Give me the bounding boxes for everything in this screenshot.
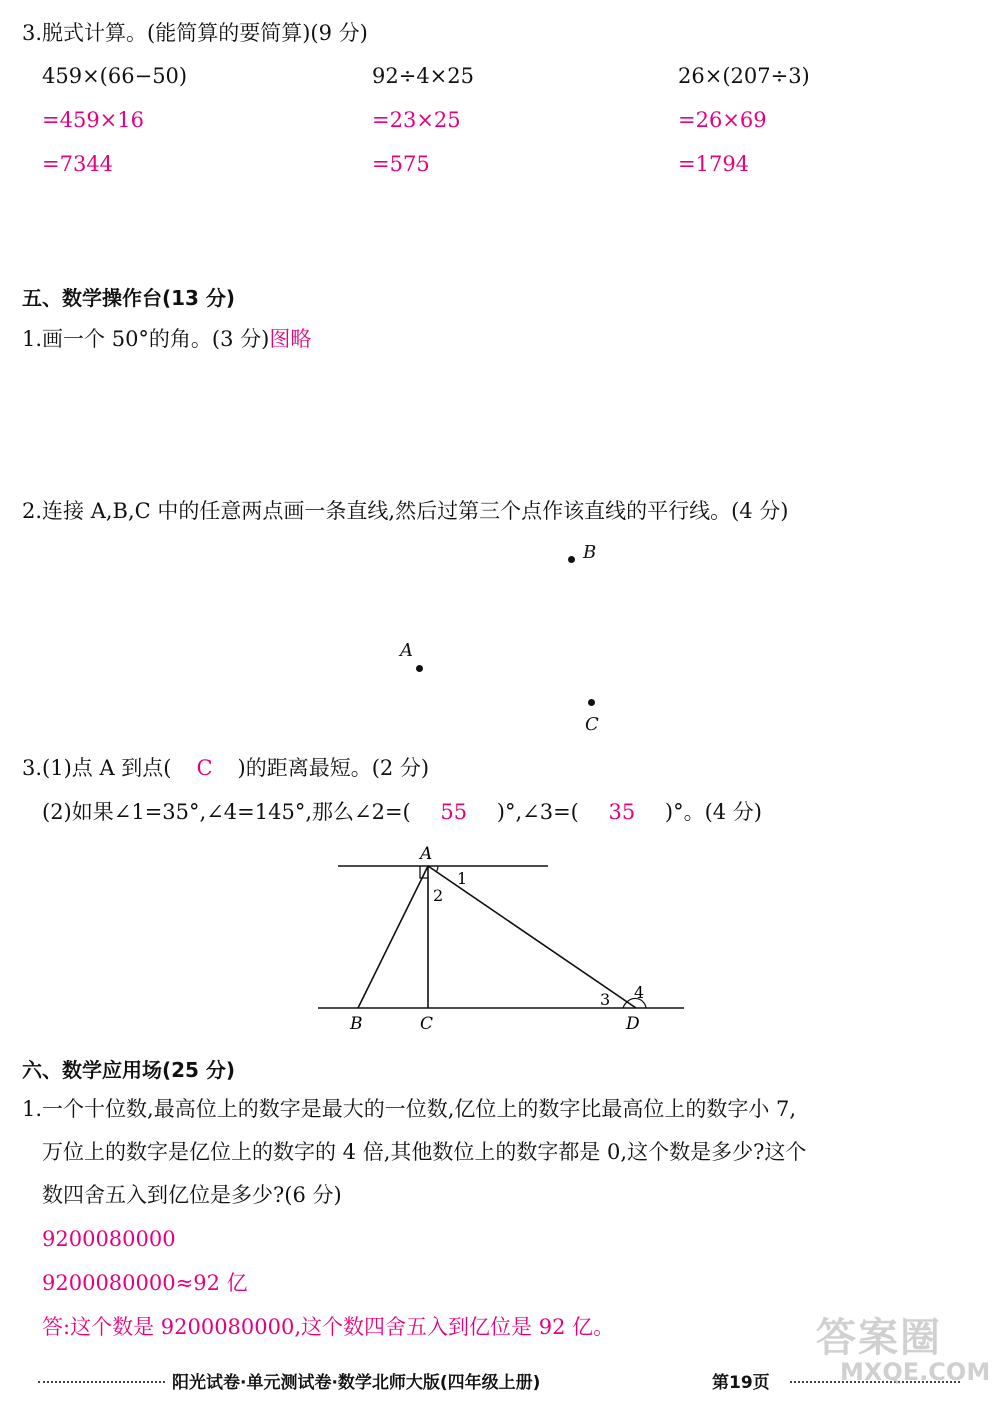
point-b-dot [568, 556, 575, 563]
point-a-label: A [400, 640, 413, 661]
q3-p1-suffix: )的距离最短。(2 分) [237, 756, 430, 780]
calc-expr-3: 26×(207÷3) [678, 64, 810, 88]
section6-heading: 六、数学应用场(25 分) [22, 1058, 236, 1082]
fig-label-a: A [420, 844, 433, 864]
q3-p2-suffix: )°。(4 分) [664, 800, 763, 824]
fig-label-4: 4 [634, 983, 645, 1002]
q3-p2-answer1: 55 [440, 800, 468, 824]
fig-label-1: 1 [457, 869, 468, 888]
segment-ab [358, 866, 428, 1008]
calc-step2-1: =7344 [42, 152, 114, 176]
fig-label-c: C [420, 1014, 434, 1034]
point-c-dot [588, 699, 595, 706]
s5-q3-part2 [42, 799, 762, 825]
footer-title: 阳光试卷·单元测试卷·数学北师大版(四年级上册) [172, 1373, 541, 1393]
s5-q1-answer: 图略 [269, 327, 312, 351]
q3-p1-answer: C [196, 756, 213, 780]
q3-p1-prefix: 3.(1)点 A 到点( [22, 756, 172, 780]
point-a-dot [416, 665, 423, 672]
calc-title: 3.脱式计算。(能简算的要简算)(9 分) [22, 21, 368, 45]
q3-p2-answer2: 35 [608, 800, 636, 824]
q3-p2-mid: )°,∠3=( [496, 800, 579, 824]
s6-q1-line1: 1.一个十位数,最高位上的数字是最大的一位数,亿位上的数字比最高位上的数字小 7, [22, 1097, 797, 1121]
q3-p2-prefix: (2)如果∠1=35°,∠4=145°,那么∠2=( [42, 800, 411, 824]
s6-answer-approx: 9200080000≈92 亿 [42, 1271, 248, 1295]
s6-q1-line3: 数四舍五入到亿位是多少?(6 分) [42, 1183, 342, 1207]
footer-page: 第19页 [712, 1373, 770, 1393]
calc-step2-3: =1794 [678, 152, 750, 176]
s6-answer-number: 9200080000 [42, 1227, 176, 1251]
s6-q1-line2: 万位上的数字是亿位上的数字的 4 倍,其他数位上的数字都是 0,这个数是多少?这个 [42, 1140, 807, 1164]
watermark-url: MXQE.COM [840, 1358, 991, 1386]
s5-q1-text: 1.画一个 50°的角。(3 分) [22, 327, 270, 351]
footer-dots-left [38, 1381, 165, 1383]
calc-expr-1: 459×(66−50) [42, 64, 188, 88]
section5-heading: 五、数学操作台(13 分) [22, 286, 236, 310]
calc-step1-1: =459×16 [42, 108, 144, 132]
s6-answer-sentence: 答:这个数是 9200080000,这个数四舍五入到亿位是 92 亿。 [42, 1315, 615, 1339]
fig-label-3: 3 [600, 990, 611, 1009]
angle-3-arc [623, 1002, 627, 1008]
fig-label-d: D [626, 1014, 640, 1034]
calc-step2-2: =575 [372, 152, 430, 176]
s5-q2-text: 2.连接 A,B,C 中的任意两点画一条直线,然后过第三个点作该直线的平行线。(4 分) [22, 499, 789, 523]
fig-label-b: B [350, 1014, 363, 1034]
geometry-figure [300, 835, 700, 1040]
calc-step1-2: =23×25 [372, 108, 461, 132]
s5-q3-part1 [22, 755, 429, 781]
s5-q1 [22, 326, 311, 352]
calc-step1-3: =26×69 [678, 108, 767, 132]
point-c-label: C [585, 714, 599, 735]
calc-expr-2: 92÷4×25 [372, 64, 474, 88]
angle-1-arc [436, 866, 438, 872]
point-b-label: B [583, 542, 597, 563]
watermark-logo: 答案圈 [816, 1315, 942, 1361]
fig-label-2: 2 [433, 886, 444, 905]
